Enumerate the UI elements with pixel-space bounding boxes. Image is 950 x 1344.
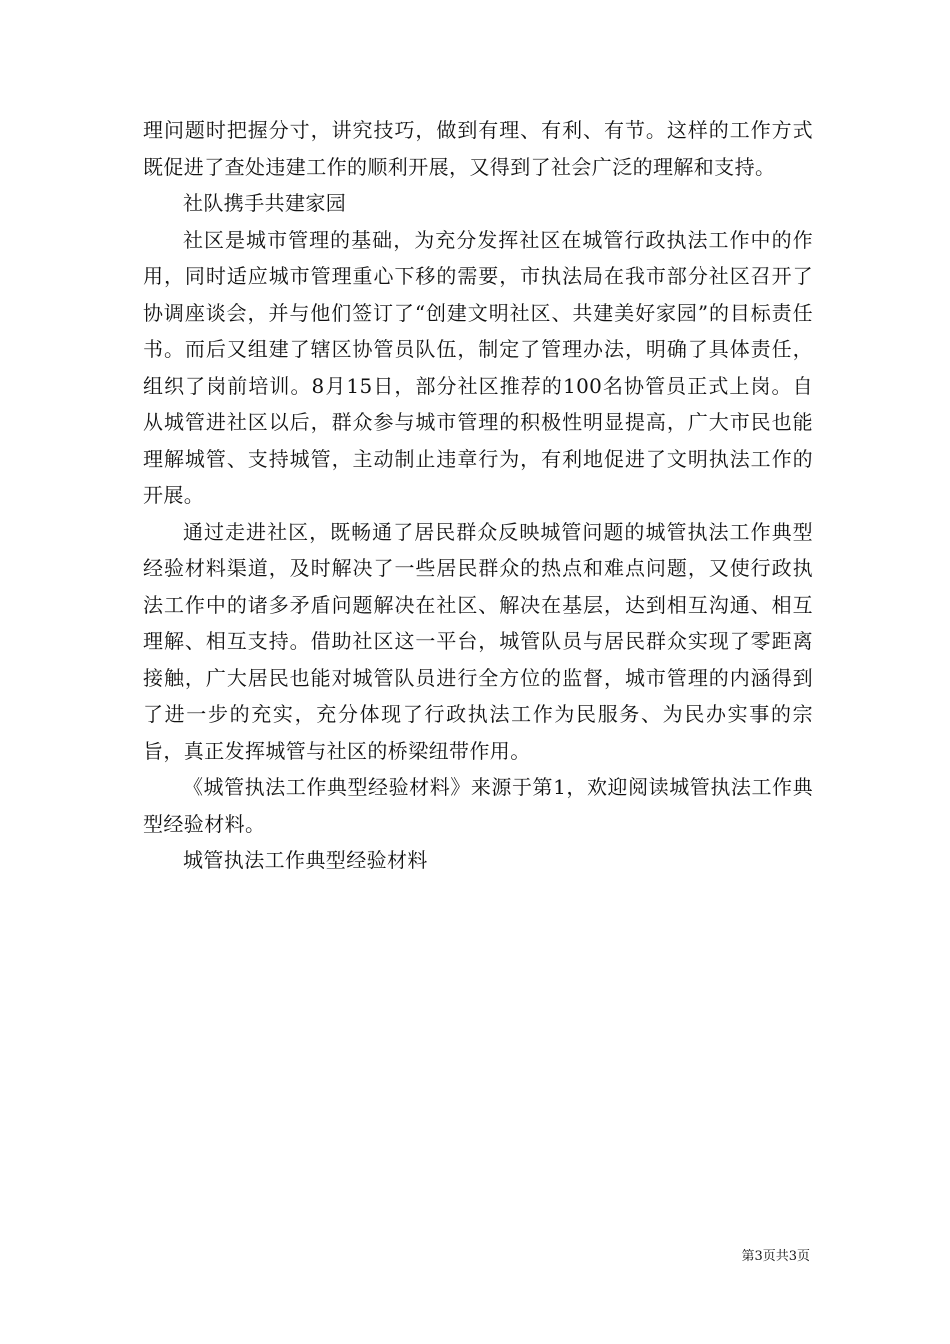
section-heading: 社队携手共建家园 [183, 191, 347, 215]
paragraph-benefits: 通过走进社区，既畅通了居民群众反映城管问题的城管执法工作典型经验材料渠道，及时解决了一些居民群众的热点和难点问题，又使行政执法工作中的诸多矛盾问题解决在社区、解决在基层，达到相互沟通、相互理解、相互支持。借助社区这一平台，城管队员与居民群众实现了零距离接触，广大居民也能对城管队员进行全方位的监督，城市管理的内涵得到了进一步的充实，充分体现了行政执法工作为民服务、为民办实事的宗旨，真正发挥城管与社区的桥梁纽带作用。 [143, 519, 813, 763]
page-number-footer: 第3页共3页 [741, 1249, 810, 1264]
paragraph-source-note: 《城管执法工作典型经验材料》来源于第1，欢迎阅读城管执法工作典型经验材料。 [143, 775, 813, 836]
paragraph-community: 社区是城市管理的基础，为充分发挥社区在城管行政执法工作中的作用，同时适应城市管理重心下移的需要，市执法局在我市部分社区召开了协调座谈会，并与他们签订了“创建文明社区、共建美好家园”的目标责任书。而后又组建了辖区协管员队伍，制定了管理办法，明确了具体责任，组织了岗前培训。8月15日，部分社区推荐的100名协管员正式上岗。自从城管进社区以后，群众参与城市管理的积极性明显提高，广大市民也能理解城管、支持城管，主动制止违章行为，有利地促进了文明执法工作的开展。 [143, 227, 813, 507]
paragraph-trailing-title: 城管执法工作典型经验材料 [183, 848, 428, 872]
document-body [143, 112, 813, 879]
paragraph-continued: 理问题时把握分寸，讲究技巧，做到有理、有利、有节。这样的工作方式既促进了查处违建工作的顺利开展，又得到了社会广泛的理解和支持。 [143, 118, 813, 179]
